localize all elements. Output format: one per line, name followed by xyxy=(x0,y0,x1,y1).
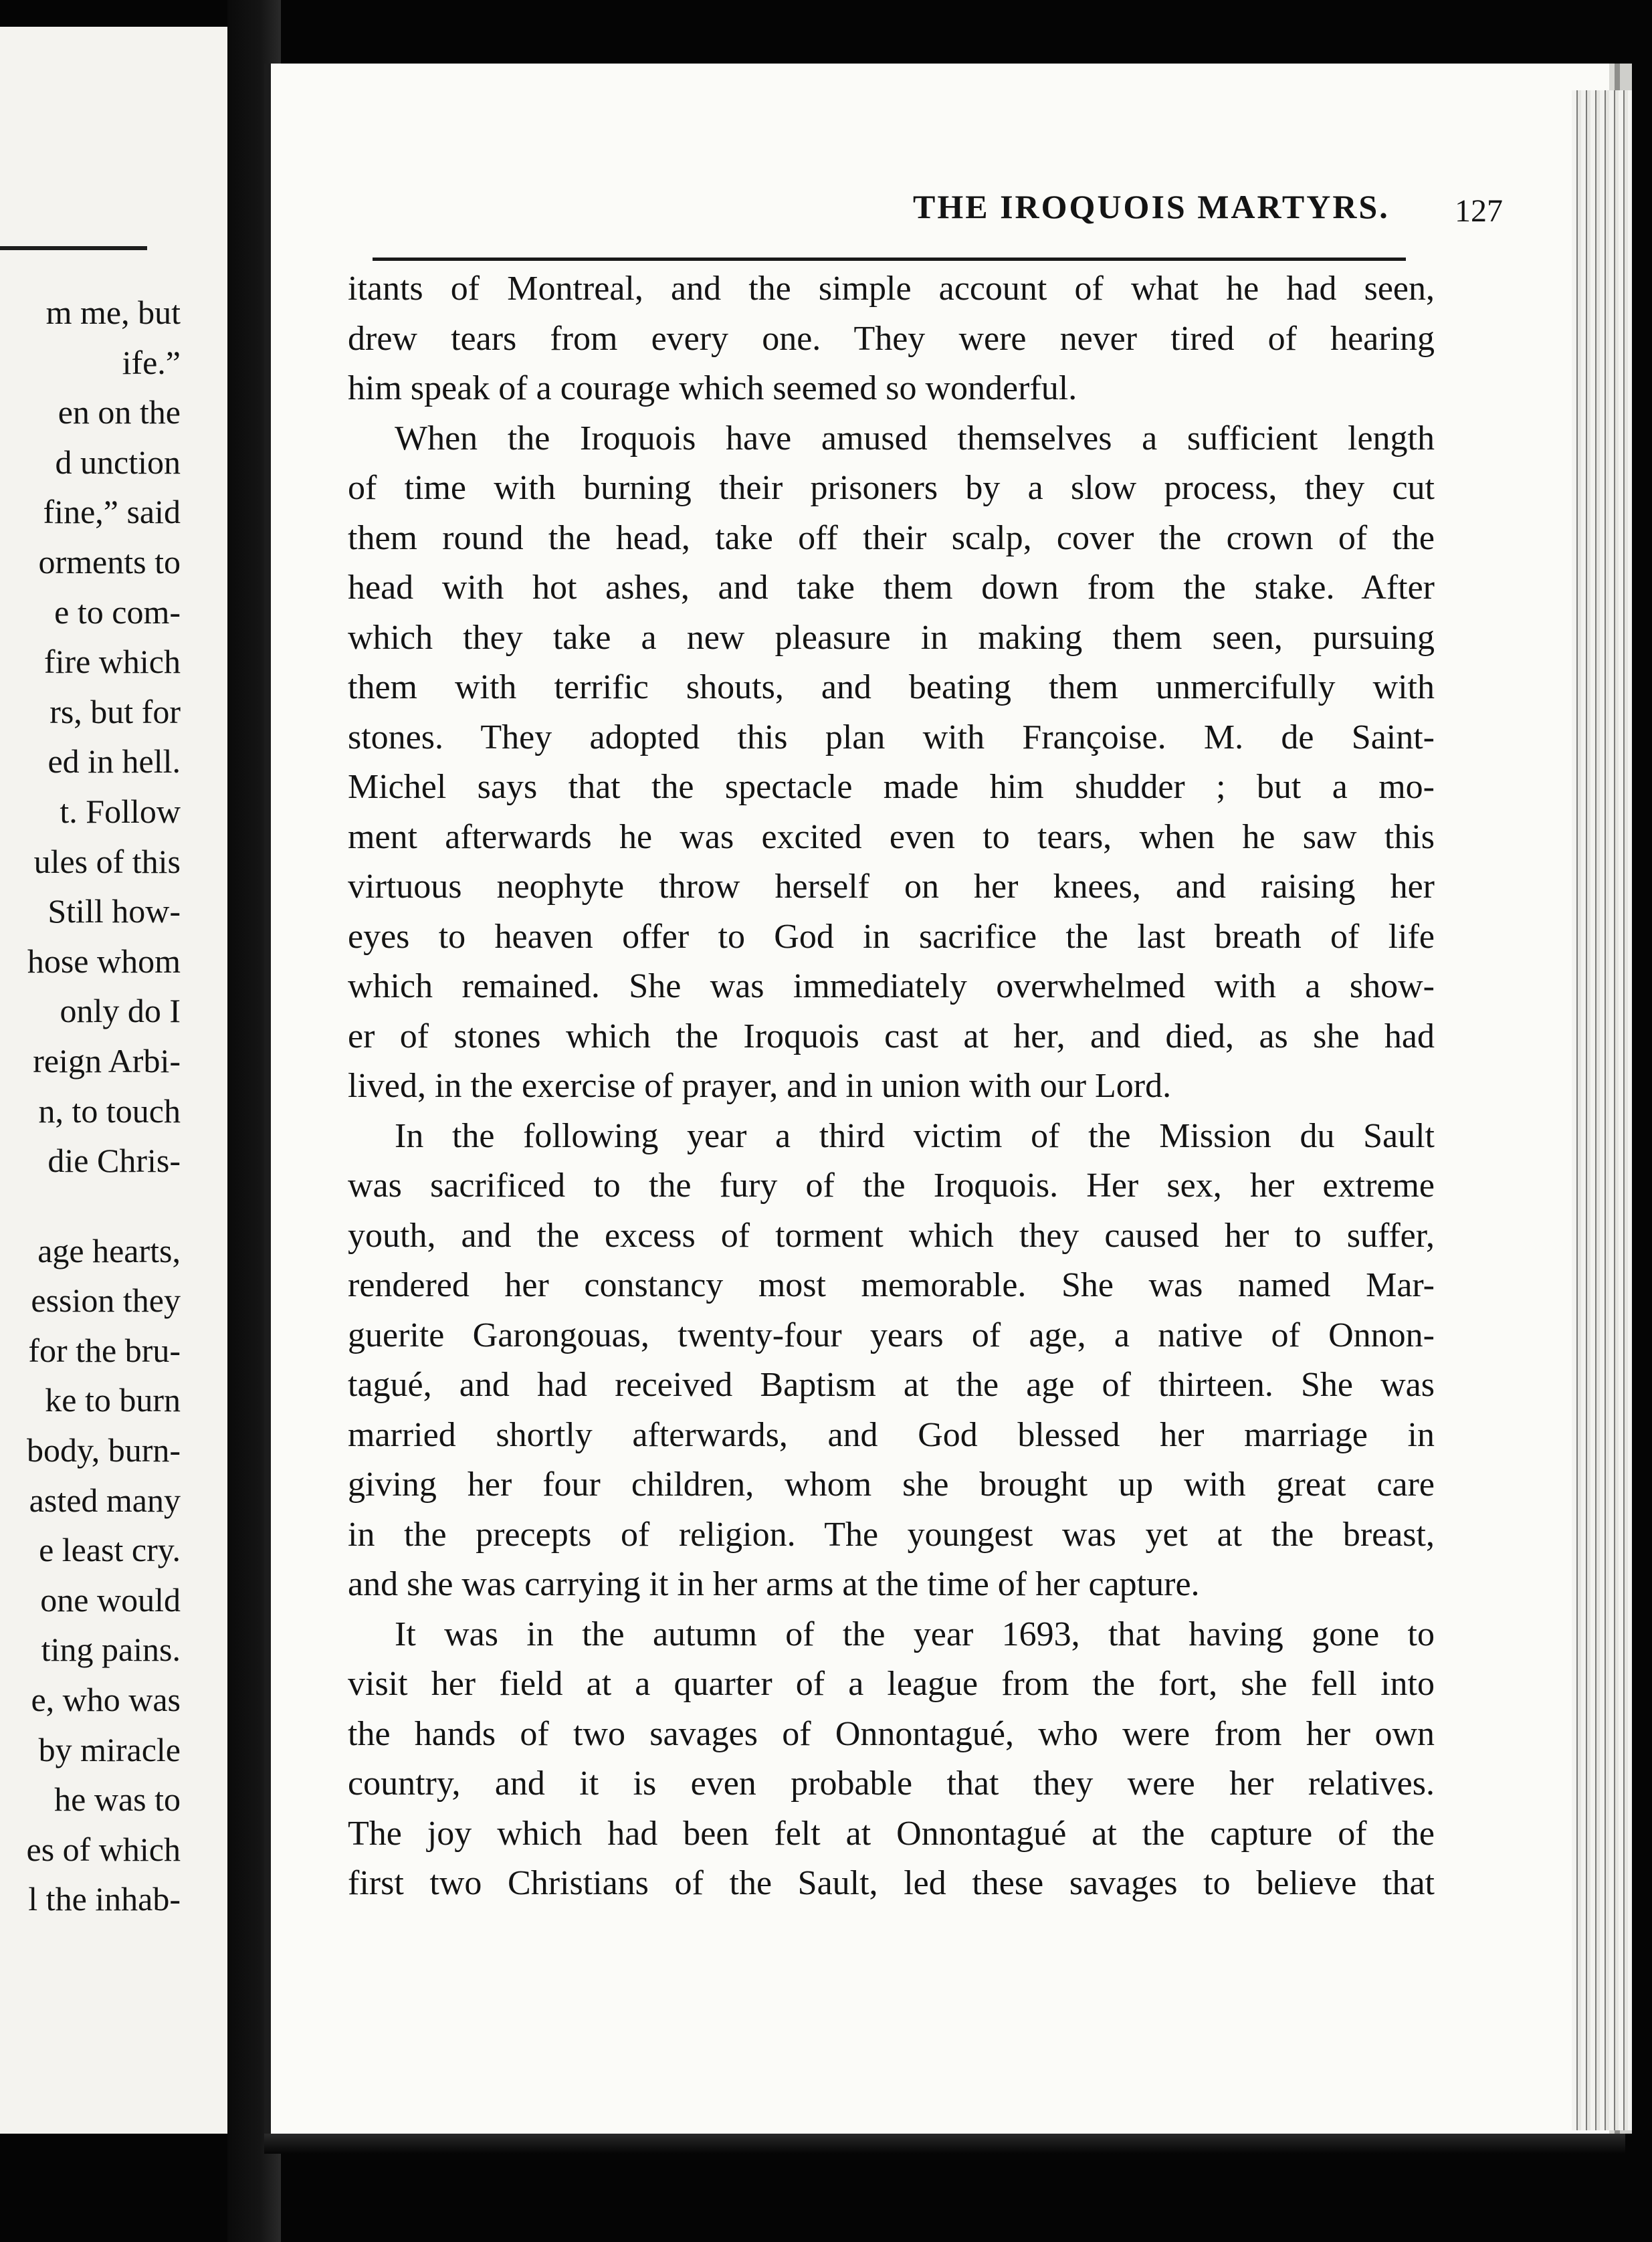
header-rule xyxy=(373,258,1406,261)
text-line: tagué, and had received Baptism at the age of thirteen. She was xyxy=(348,1366,1435,1404)
text-line: in the precepts of religion. The youngest was yet at the breast, xyxy=(348,1515,1435,1554)
text-line: giving her four children, whom she brought up with great care xyxy=(348,1465,1435,1504)
left-text-line: age hearts, xyxy=(37,1231,181,1269)
text-line: guerite Garongouas, twenty-four years of age, a native of Onnon- xyxy=(348,1316,1435,1354)
left-page-header-rule xyxy=(0,246,147,250)
left-text-line: e, who was xyxy=(31,1681,181,1719)
left-text-line: rs, but for xyxy=(49,692,181,730)
left-text-line: n, to touch xyxy=(38,1092,181,1130)
left-text-line: ting pains. xyxy=(41,1631,181,1669)
text-line: It was in the autumn of the year 1693, that having gone to xyxy=(395,1615,1435,1653)
text-line: the hands of two savages of Onnontagué, who were from her own xyxy=(348,1714,1435,1753)
left-text-line: e to com- xyxy=(54,593,181,631)
page-edges xyxy=(1572,90,1632,2130)
left-page-text xyxy=(0,288,181,1924)
text-line: itants of Montreal, and the simple account of what he had seen, xyxy=(348,270,1435,308)
left-text-line: orments to xyxy=(38,542,181,581)
left-text-line: fire which xyxy=(43,643,181,681)
book-page xyxy=(264,64,1632,2134)
left-text-line: ed in hell. xyxy=(47,742,181,781)
text-line: ment afterwards he was excited even to tears, when he saw this xyxy=(348,817,1435,856)
text-line: visit her field at a quarter of a league from the fort, she fell into xyxy=(348,1665,1435,1703)
left-text-paragraph-gap xyxy=(0,1186,181,1226)
left-text-line: hose whom xyxy=(27,942,181,980)
left-text-line: ke to burn xyxy=(45,1381,181,1419)
left-text-line: die Chris- xyxy=(47,1142,181,1180)
text-line: country, and it is even probable that they were her relatives. xyxy=(348,1764,1435,1803)
text-line: In the following year a third victim of the Mission du Sault xyxy=(395,1116,1435,1155)
left-text-line: fine,” said xyxy=(43,493,181,531)
left-text-line: only do I xyxy=(60,992,181,1030)
left-text-line: one would xyxy=(40,1581,181,1619)
left-text-line: reign Arbi- xyxy=(33,1041,181,1080)
left-text-line: t. Follow xyxy=(60,792,181,830)
left-text-line: en on the xyxy=(58,393,181,431)
left-text-line: ession they xyxy=(31,1282,181,1320)
left-text-line: l the inhab- xyxy=(28,1880,181,1918)
text-line: first two Christians of the Sault, led these savages to believe that xyxy=(348,1864,1435,1902)
left-text-line: Still how- xyxy=(47,892,181,930)
running-head: THE IROQUOIS MARTYRS. xyxy=(913,188,1390,225)
text-line: him speak of a courage which seemed so wonderful. xyxy=(348,369,1077,407)
left-text-line: he was to xyxy=(54,1780,181,1819)
text-line: head with hot ashes, and take them down from the stake. After xyxy=(348,569,1435,607)
left-text-line: for the bru- xyxy=(28,1331,181,1369)
left-text-line: asted many xyxy=(29,1481,181,1519)
text-line: Michel says that the spectacle made him shudder ; but a mo- xyxy=(348,768,1435,806)
left-text-line: e least cry. xyxy=(39,1531,181,1569)
text-line: drew tears from every one. They were never tired of hearing xyxy=(348,319,1435,358)
left-text-line: body, burn- xyxy=(26,1431,181,1469)
text-line: eyes to heaven offer to God in sacrifice the last breath of life xyxy=(348,917,1435,956)
left-text-line: ife.” xyxy=(122,343,181,381)
page-number: 127 xyxy=(1455,193,1503,229)
text-line: which they take a new pleasure in making them seen, pursuing xyxy=(348,618,1435,657)
text-line: them round the head, take off their scalp, cover the crown of the xyxy=(348,518,1435,557)
text-line: which remained. She was immediately overwhelmed with a show- xyxy=(348,967,1435,1005)
left-text-line: m me, but xyxy=(45,294,181,331)
text-line: stones. They adopted this plan with Françoise. M. de Saint- xyxy=(348,718,1435,756)
text-line: The joy which had been felt at Onnontagué at the capture of the xyxy=(348,1814,1435,1853)
text-line: lived, in the exercise of prayer, and in union with our Lord. xyxy=(348,1067,1172,1105)
page-header xyxy=(378,187,1652,247)
text-line: er of stones which the Iroquois cast at her, and died, as she had xyxy=(348,1017,1435,1055)
left-text-line: by miracle xyxy=(38,1730,181,1768)
text-line: and she was carrying it in her arms at the time of her capture. xyxy=(348,1565,1200,1603)
text-line: of time with burning their prisoners by a slow process, they cut xyxy=(348,469,1435,507)
text-line: youth, and the excess of torment which they caused her to suffer, xyxy=(348,1216,1435,1255)
left-text-line: d unction xyxy=(55,443,181,481)
text-line: them with terrific shouts, and beating them unmercifully with xyxy=(348,668,1435,706)
left-text-line: ules of this xyxy=(33,842,181,880)
page-bottom-shadow xyxy=(264,2134,1625,2154)
text-line: virtuous neophyte throw herself on her knees, and raising her xyxy=(348,868,1435,906)
left-text-line: es of which xyxy=(26,1830,181,1868)
body-text xyxy=(348,264,1435,1909)
left-page-fragment xyxy=(0,27,231,2134)
text-line: married shortly afterwards, and God blessed her marriage in xyxy=(348,1415,1435,1454)
text-line: rendered her constancy most memorable. She was named Mar- xyxy=(348,1266,1435,1304)
text-line: When the Iroquois have amused themselves a sufficient length xyxy=(395,419,1435,457)
text-line: was sacrificed to the fury of the Iroquois. Her sex, her extreme xyxy=(348,1166,1435,1205)
